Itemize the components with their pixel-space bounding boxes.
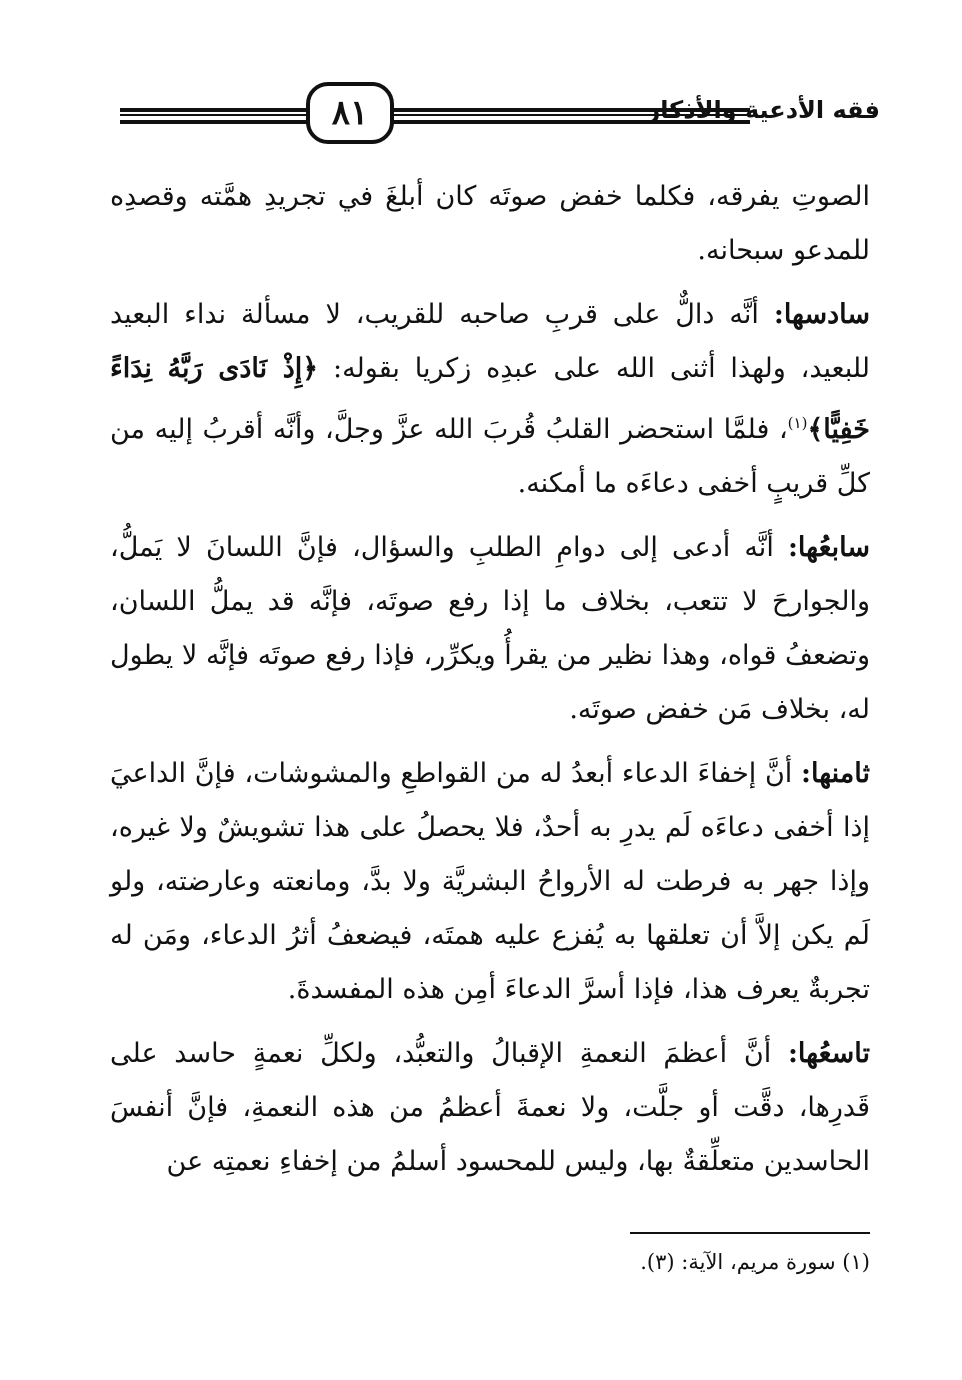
page-header [110,70,880,160]
footnote-divider [630,1232,870,1234]
paragraph-term: سادسها: [773,299,870,330]
paragraph-sixth [110,288,870,511]
paragraph-text: أنَّ أعظمَ النعمةِ الإقبالُ والتعبُّد، ولكلِّ نعمةٍ حاسد على قَدرِها، دقَّت أو جلَّت، ولا نعمةَ أعظمُ من هذه النعمةِ، فإنَّ أنفسَ الحاسدين متعلِّقةٌ بها، وليس للمحسود أسلمُ من إخفاءِ نعمتِه عن [110,1038,870,1177]
paragraph-text-continued: ، فلمَّا استحضر القلبُ قُربَ الله عزَّ وجلَّ، وأنَّه أقربُ إليه من كلِّ قريبٍ أخفى دعاءَه ما أمكنه. [110,414,870,499]
paragraph-text: الصوتِ يفرقه، فكلما خفض صوتَه كان أبلغَ في تجريدِ همَّته وقصدِه للمدعو سبحانه. [110,181,870,266]
quran-verse: ﴿إِذْ نَادَى رَبَّهُ نِدَاءً خَفِيًّا﴾ [110,353,870,445]
main-text [110,170,870,1199]
paragraph-seventh [110,521,870,737]
paragraph-ninth [110,1027,870,1189]
running-title: فقه الأدعية والأذكار [646,96,880,124]
paragraph-term: سابعُها: [787,532,870,563]
paragraph-text: أنَّه دالٌّ على قربِ صاحبه للقريب، لا مسألة نداء البعيد للبعيد، ولهذا أثنى الله على عبدِه زكريا بقوله: [110,299,871,384]
footnote: (١) سورة مريم، الآية: (٣). [640,1250,870,1274]
paragraph-term: ثامنها: [801,758,870,789]
page-number: ٨١ [306,82,394,144]
paragraph-text: أنَّه أدعى إلى دوامِ الطلبِ والسؤال، فإنَّ اللسانَ لا يَملُّ، والجوارحَ لا تتعب، بخلاف ما إذا رفع صوتَه، فإنَّه قد يملُّ اللسان، وتضعفُ قواه، وهذا نظير من يقرأُ ويكرِّر، فإذا رفع صوتَه فإنَّه لا يطول له، بخلاف مَن خفض صوتَه. [110,532,870,725]
paragraph-text: أنَّ إخفاءَ الدعاء أبعدُ له من القواطعِ والمشوشات، فإنَّ الداعيَ إذا أخفى دعاءَه لَم يدرِ به أحدٌ، فلا يحصلُ على هذا تشويشٌ ولا غيره، وإذا جهر به فرطت له الأرواحُ البشريَّة ولا بدَّ، ومانعته وعارضته، ولو لَم يكن إلاَّ أن تعلقها به يُفزع عليه همتَه، فيضعفُ أثرُ الدعاء، ومَن له تجربةٌ يعرف هذا، فإذا أسرَّ الدعاءَ أمِن هذه المفسدةَ. [110,758,870,1005]
footnote-marker: (١) [787,414,808,432]
header-rule-left [120,108,310,124]
paragraph-eighth [110,747,870,1017]
paragraph-continuation [110,170,870,278]
paragraph-term: تاسعُها: [787,1038,870,1069]
